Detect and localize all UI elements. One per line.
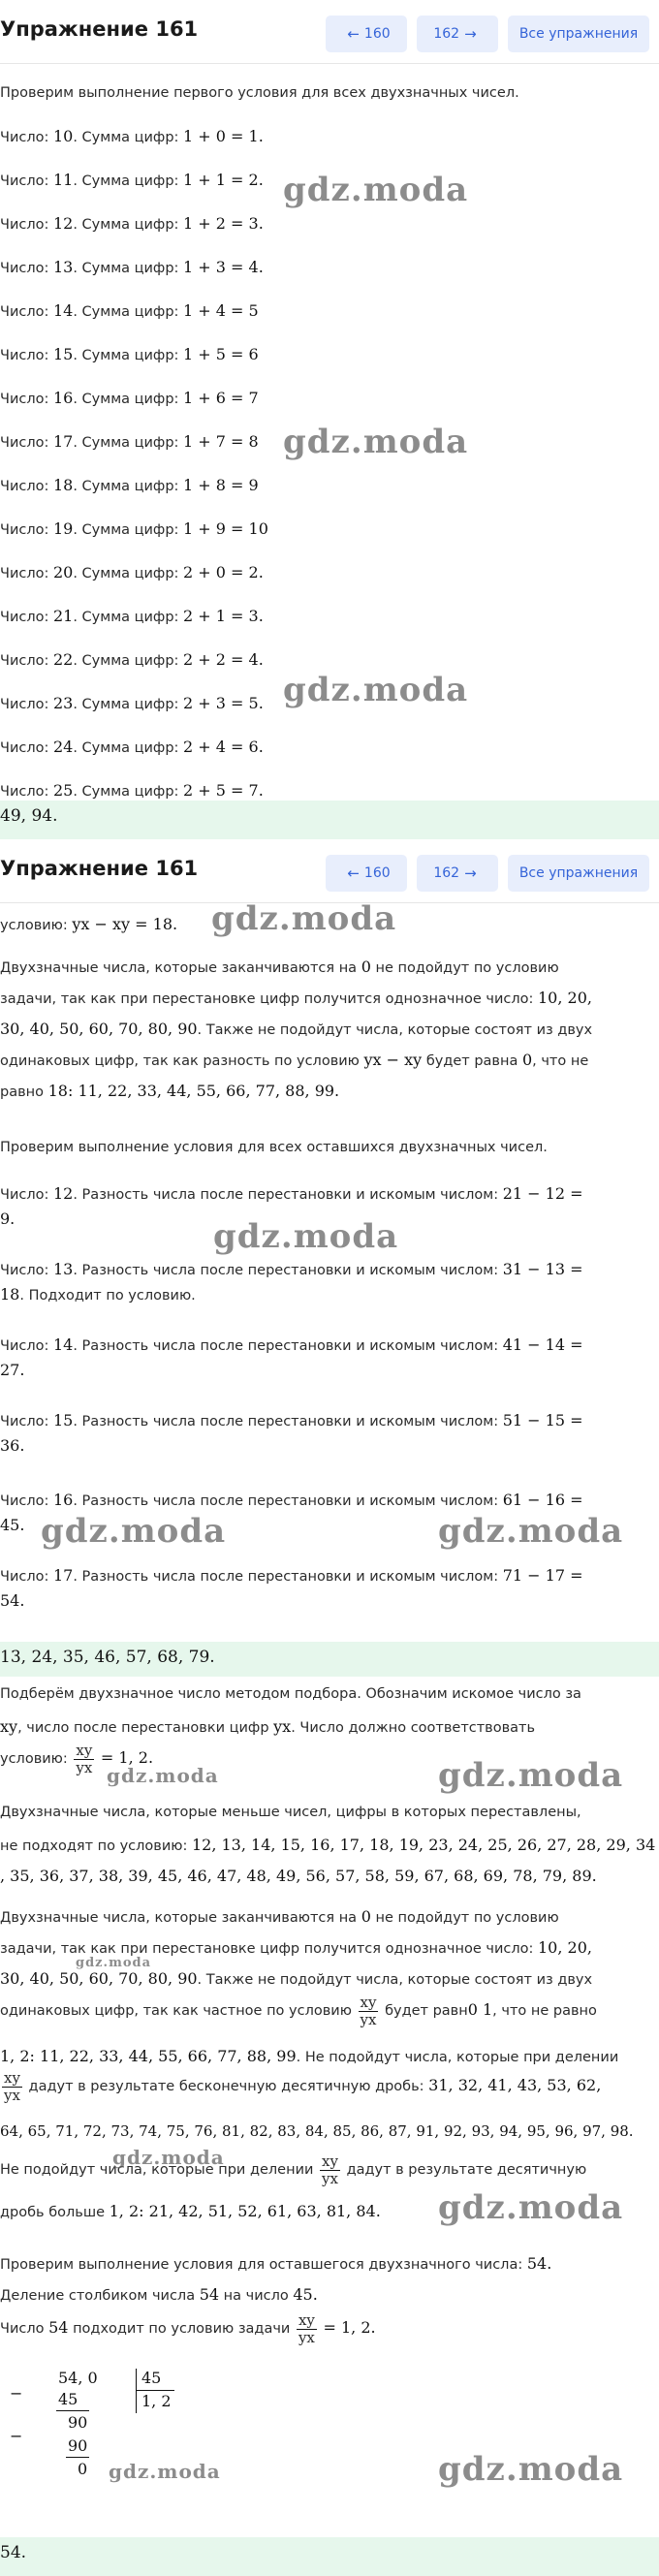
math-fragment: yx	[273, 1717, 292, 1736]
row-label: Число:	[0, 392, 49, 407]
minus-sign: −	[10, 2427, 23, 2445]
row-number: 17	[52, 1566, 74, 1585]
watermark: gdz.moda	[41, 1512, 227, 1551]
underline	[56, 2410, 89, 2411]
row-expression: 1 + 2 = 3.	[183, 214, 264, 233]
math-fragment: 45.	[293, 2285, 318, 2304]
row-expression: 2 + 5 = 7.	[183, 781, 264, 800]
difference-result	[0, 1516, 24, 1534]
row-number: 19	[52, 519, 74, 538]
row-label: Число:	[0, 1414, 49, 1429]
row-expression: 1 + 6 = 7	[183, 389, 259, 407]
fraction	[2, 2070, 22, 2103]
all-exercises-label: Все упражнения	[518, 865, 639, 881]
text-line	[0, 1907, 559, 1926]
fraction-numerator: xy	[298, 2311, 315, 2329]
difference-row	[0, 1260, 583, 1278]
fraction-denominator: yx	[322, 2169, 338, 2187]
answer-value: 54.	[0, 2543, 27, 2562]
text-fragment: . Также не подойдут числа, которые состоят из двух	[197, 1022, 593, 1038]
fraction	[297, 2312, 317, 2345]
text-fragment: условию:	[0, 918, 68, 933]
row-result: 36.	[0, 1436, 25, 1455]
row-text: . Разность числа после перестановки и искомым числом:	[73, 1263, 499, 1278]
row-expression: 71 − 17 =	[502, 1566, 583, 1585]
row-text: . Сумма цифр:	[73, 566, 179, 581]
text-line: Подберём двухзначное число методом подбора. Обозначим искомое число за	[0, 1686, 581, 1702]
row-result: 54.	[0, 1591, 25, 1610]
sum-row	[0, 519, 268, 538]
watermark: gdz.moda	[211, 899, 397, 938]
text-line	[0, 915, 177, 933]
row-label: Число:	[0, 740, 49, 756]
row-expression: 1 + 9 = 10	[183, 519, 268, 538]
row-text: . Сумма цифр:	[73, 304, 179, 320]
math-fragment: yx − xy	[363, 1051, 423, 1069]
prev-exercise-button[interactable]	[326, 16, 407, 52]
fraction-numerator: xy	[360, 1994, 377, 2011]
exercise-header	[0, 0, 659, 64]
fraction-numerator: xy	[4, 2069, 20, 2087]
sum-row	[0, 563, 264, 581]
watermark: gdz.moda	[438, 2450, 624, 2489]
text-fragment: . Не подойдут числа, которые при делении	[296, 2050, 619, 2065]
text-fragment: Не подойдут числа, которые при делении	[0, 2162, 314, 2178]
row-text: . Сумма цифр:	[73, 697, 179, 712]
minus-sign: −	[10, 2384, 23, 2403]
text-fragment: будет равн	[385, 2003, 468, 2019]
text-fragment: , что не	[532, 1053, 589, 1069]
all-exercises-button[interactable]	[508, 855, 649, 892]
row-number: 14	[52, 1335, 74, 1354]
watermark: gdz.moda	[213, 1217, 399, 1256]
row-number: 11	[52, 171, 74, 189]
text-fragment: , число после перестановки цифр	[17, 1720, 269, 1736]
text-line	[0, 2153, 586, 2186]
row-number: 22	[52, 650, 74, 669]
row-expression: 2 + 3 = 5.	[183, 694, 264, 712]
text-line	[0, 1938, 592, 1957]
answer-value: 49, 94.	[0, 806, 58, 826]
row-expression: 2 + 0 = 2.	[183, 563, 264, 581]
fraction-denominator: yx	[298, 2328, 315, 2346]
watermark: gdz.moda	[76, 1956, 152, 1970]
fraction-numerator: xy	[322, 2152, 338, 2170]
row-result: 27.	[0, 1361, 25, 1379]
math-fragment: 12, 13, 14, 15, 16, 17, 18, 19, 23, 24, 25, 26, 27, 28, 29, 34	[191, 1836, 656, 1854]
sum-row	[0, 432, 259, 451]
text-fragment: задачи, так как при перестановке цифр получится однозначное число:	[0, 991, 534, 1007]
text-line	[0, 1969, 592, 1988]
text-fragment: Двухзначные числа, которые заканчиваются на	[0, 960, 358, 976]
row-text: . Сумма цифр:	[73, 653, 179, 669]
row-expression: 51 − 15 =	[502, 1411, 583, 1429]
math-fragment: 0	[521, 1051, 533, 1069]
arrow-right-icon: →	[464, 864, 477, 882]
subtrahend: 45	[58, 2390, 78, 2408]
row-expression: 61 − 16 =	[502, 1491, 583, 1509]
text-fragment: Двухзначные числа, которые заканчиваются на	[0, 1910, 358, 1926]
math-fragment: 0	[361, 958, 371, 976]
text-fragment: . Также не подойдут числа, которые состоят из двух	[197, 1972, 593, 1988]
text-fragment: дадут в результате десятичную	[346, 2162, 587, 2178]
watermark: gdz.moda	[283, 423, 469, 461]
row-result: 9.	[0, 1209, 16, 1228]
row-label: Число:	[0, 1493, 49, 1509]
sum-row	[0, 389, 259, 407]
fraction	[74, 1743, 94, 1775]
row-text: . Сумма цифр:	[73, 130, 179, 145]
difference-result	[0, 1209, 15, 1228]
sum-row	[0, 607, 264, 625]
row-label: Число:	[0, 566, 49, 581]
row-expression: 21 − 12 =	[502, 1184, 583, 1203]
watermark: gdz.moda	[107, 1764, 219, 1787]
exercise-title: Упражнение 161	[0, 857, 199, 880]
text-line	[0, 1020, 592, 1038]
row-label: Число:	[0, 653, 49, 669]
text-line	[0, 989, 592, 1007]
text-fragment: Проверим выполнение условия для оставшегося двухзначного числа:	[0, 2257, 523, 2273]
row-number: 16	[52, 389, 74, 407]
text-line: Двухзначные числа, которые меньше чисел, цифры в которых переставлены,	[0, 1805, 581, 1820]
row-text: . Сумма цифр:	[73, 479, 179, 494]
row-number: 16	[52, 1491, 74, 1509]
division-bar	[136, 2369, 137, 2413]
text-fragment: на число	[223, 2288, 289, 2304]
difference-result	[0, 1591, 24, 1610]
row-label: Число:	[0, 435, 49, 451]
prev-exercise-label: 160	[363, 865, 391, 881]
row-number: 20	[52, 563, 74, 581]
difference-row	[0, 1566, 583, 1585]
math-fragment: 31, 32, 41, 43, 53, 62,	[428, 2076, 602, 2094]
watermark: gdz.moda	[112, 2146, 225, 2169]
row-text: . Сумма цифр:	[73, 740, 179, 756]
text-fragment: одинаковых цифр, так как частное по условию	[0, 2003, 352, 2019]
sum-row	[0, 171, 264, 189]
sum-row	[0, 694, 264, 712]
text-line	[0, 2285, 318, 2304]
text-line	[0, 2070, 601, 2103]
difference-result	[0, 1436, 24, 1455]
text-fragment: . Число должно соответствовать	[291, 1720, 536, 1736]
row-label: Число:	[0, 610, 49, 625]
all-exercises-button[interactable]	[508, 16, 649, 52]
dividend: 54, 0	[58, 2369, 98, 2387]
next-exercise-label: 162	[433, 865, 460, 881]
next-exercise-label: 162	[433, 26, 460, 42]
row-number: 13	[52, 258, 74, 276]
text-fragment: не подойдут по условию	[375, 1910, 559, 1926]
text-line	[0, 2254, 551, 2273]
math-fragment: xy	[0, 1717, 18, 1736]
paragraph: Проверим выполнение первого условия для всех двухзначных чисел.	[0, 85, 519, 101]
row-text: . Разность числа после перестановки и искомым числом:	[73, 1187, 499, 1203]
row-label: Число:	[0, 217, 49, 233]
row-text: . Разность числа после перестановки и искомым числом:	[73, 1569, 499, 1585]
text-fragment: одинаковых цифр, так как разность по условию	[0, 1053, 360, 1069]
row-label: Число:	[0, 1263, 49, 1278]
watermark: gdz.moda	[283, 671, 469, 709]
divisor-underline	[136, 2390, 174, 2391]
row-result: 45.	[0, 1516, 25, 1534]
text-fragment: условию:	[0, 1751, 68, 1767]
row-result-note: . Подходит по условию.	[19, 1288, 196, 1304]
sum-row	[0, 214, 264, 233]
text-fragment: задачи, так как при перестановке цифр получится однозначное число:	[0, 1941, 534, 1957]
math-line: 64, 65, 71, 72, 73, 74, 75, 76, 81, 82, 83, 84, 85, 86, 87, 91, 92, 93, 94, 95, 96, 97, 98.	[0, 2122, 634, 2140]
row-expression: 41 − 14 =	[502, 1335, 583, 1354]
text-fragment: Число	[0, 2321, 45, 2337]
row-text: . Сумма цифр:	[73, 173, 179, 189]
prev-exercise-button[interactable]	[326, 855, 407, 892]
row-number: 25	[52, 781, 74, 800]
row-label: Число:	[0, 261, 49, 276]
arrow-left-icon: ←	[347, 864, 360, 882]
row-number: 14	[52, 301, 74, 320]
sum-row	[0, 738, 264, 756]
row-text: . Разность числа после перестановки и искомым числом:	[73, 1493, 499, 1509]
remainder: 90	[68, 2413, 88, 2432]
text-fragment: , что не равно	[492, 2003, 597, 2019]
text-fragment: дадут в результате бесконечную десятичную дробь:	[28, 2079, 424, 2094]
row-text: . Разность числа после перестановки и искомым числом:	[73, 1338, 499, 1354]
text-line	[0, 2312, 376, 2345]
row-text: . Сумма цифр:	[73, 392, 179, 407]
difference-row	[0, 1411, 583, 1429]
row-label: Число:	[0, 348, 49, 363]
watermark: gdz.moda	[438, 1756, 624, 1795]
row-label: Число:	[0, 173, 49, 189]
row-expression: 1 + 1 = 2.	[183, 171, 264, 189]
divisor: 45	[141, 2369, 162, 2387]
row-label: Число:	[0, 130, 49, 145]
sum-row	[0, 650, 264, 669]
text-line	[0, 958, 559, 976]
text-fragment: Деление столбиком числа	[0, 2288, 196, 2304]
row-expression: 2 + 2 = 4.	[183, 650, 264, 669]
watermark: gdz.moda	[438, 1512, 624, 1551]
exercise-title: Упражнение 161	[0, 17, 199, 41]
next-exercise-button[interactable]	[417, 855, 498, 892]
text-fragment: будет равна	[425, 1053, 518, 1069]
row-text: . Разность числа после перестановки и искомым числом:	[73, 1414, 499, 1429]
difference-row	[0, 1184, 583, 1203]
math-fragment: 30, 40, 50, 60, 70, 80, 90	[0, 1020, 198, 1038]
row-expression: 2 + 1 = 3.	[183, 607, 264, 625]
row-expression: 31 − 13 =	[502, 1260, 583, 1278]
difference-result	[0, 1361, 24, 1379]
watermark: gdz.moda	[109, 2460, 221, 2483]
sum-row	[0, 127, 264, 145]
fraction-denominator: yx	[76, 1758, 93, 1776]
row-expression: 2 + 4 = 6.	[183, 738, 264, 756]
quotient: 1, 2	[141, 2392, 172, 2410]
row-text: . Сумма цифр:	[73, 435, 179, 451]
remainder: 0	[78, 2460, 88, 2478]
fraction-denominator: yx	[4, 2086, 20, 2104]
row-expression: 1 + 3 = 4.	[183, 258, 264, 276]
row-expression: 1 + 8 = 9	[183, 476, 259, 494]
math-fragment: 30, 40, 50, 60, 70, 80, 90	[0, 1969, 198, 1988]
row-text: . Сумма цифр:	[73, 784, 179, 800]
row-label: Число:	[0, 522, 49, 538]
row-label: Число:	[0, 1187, 49, 1203]
row-number: 15	[52, 345, 74, 363]
next-exercise-button[interactable]	[417, 16, 498, 52]
row-number: 17	[52, 432, 74, 451]
row-label: Число:	[0, 1569, 49, 1585]
answer-box	[0, 1642, 659, 1677]
text-line	[0, 1051, 588, 1069]
fraction-denominator: yx	[360, 2010, 377, 2028]
text-fragment: подходит по условию задачи	[73, 2321, 291, 2337]
row-number: 18	[52, 476, 74, 494]
row-text: . Сумма цифр:	[73, 610, 179, 625]
sum-row	[0, 258, 264, 276]
row-number: 12	[52, 1184, 74, 1203]
math-fragment: 54	[199, 2285, 220, 2304]
row-expression: 1 + 0 = 1.	[183, 127, 264, 145]
subtrahend: 90	[68, 2436, 88, 2455]
math-fragment: yx − xy = 18.	[72, 915, 178, 933]
sum-row	[0, 301, 259, 320]
sum-row	[0, 345, 259, 363]
math-fragment: 10, 20,	[537, 1938, 592, 1957]
watermark: gdz.moda	[438, 2188, 624, 2227]
row-expression: 1 + 5 = 6	[183, 345, 259, 363]
exercise-header	[0, 839, 659, 903]
math-line: , 35, 36, 37, 38, 39, 45, 46, 47, 48, 49, 56, 57, 58, 59, 67, 68, 69, 78, 79, 89.	[0, 1867, 597, 1885]
row-text: . Сумма цифр:	[73, 217, 179, 233]
row-label: Число:	[0, 1338, 49, 1354]
underline	[66, 2457, 89, 2458]
math-fragment: 1, 2: 11, 22, 33, 44, 55, 66, 77, 88, 99	[0, 2047, 297, 2065]
arrow-left-icon: ←	[347, 25, 360, 43]
row-number: 21	[52, 607, 74, 625]
fraction	[320, 2153, 340, 2186]
difference-row	[0, 1491, 583, 1509]
difference-result	[0, 1285, 196, 1304]
math-fragment: 0 1	[467, 2000, 493, 2019]
paragraph: Проверим выполнение условия для всех оставшихся двухзначных чисел.	[0, 1140, 548, 1155]
row-expression: 1 + 4 = 5	[183, 301, 259, 320]
row-label: Число:	[0, 697, 49, 712]
sum-row	[0, 476, 259, 494]
math-fragment: = 1, 2.	[100, 1748, 154, 1767]
math-fragment: 1, 2: 21, 42, 51, 52, 61, 63, 81, 84.	[109, 2202, 381, 2220]
arrow-right-icon: →	[464, 25, 477, 43]
math-fragment: 10, 20,	[537, 989, 592, 1007]
math-fragment: 18: 11, 22, 33, 44, 55, 66, 77, 88, 99.	[47, 1082, 340, 1100]
text-line	[0, 1717, 535, 1736]
math-fragment: 54.	[526, 2254, 552, 2273]
row-label: Число:	[0, 304, 49, 320]
row-number: 10	[52, 127, 74, 145]
text-line	[0, 2202, 381, 2220]
text-line	[0, 1836, 655, 1854]
answer-box	[0, 2537, 659, 2576]
row-label: Число:	[0, 479, 49, 494]
fraction-numerator: xy	[76, 1742, 93, 1759]
text-line	[0, 1995, 597, 2027]
prev-exercise-label: 160	[363, 26, 391, 42]
row-text: . Сумма цифр:	[73, 261, 179, 276]
text-fragment: дробь больше	[0, 2205, 106, 2220]
math-fragment: = 1, 2.	[323, 2318, 376, 2337]
all-exercises-label: Все упражнения	[518, 26, 639, 42]
math-fragment: 0	[361, 1907, 371, 1926]
row-number: 23	[52, 694, 74, 712]
row-number: 12	[52, 214, 74, 233]
text-line	[0, 2047, 618, 2065]
text-fragment: не подходят по условию:	[0, 1838, 188, 1854]
row-number: 15	[52, 1411, 74, 1429]
row-text: . Сумма цифр:	[73, 522, 179, 538]
watermark: gdz.moda	[283, 171, 469, 209]
text-fragment: не подойдут по условию	[375, 960, 559, 976]
math-fragment: 54	[48, 2318, 69, 2337]
row-result: 18	[0, 1285, 20, 1304]
row-number: 24	[52, 738, 74, 756]
row-number: 13	[52, 1260, 74, 1278]
fraction	[359, 1995, 379, 2027]
sum-row	[0, 781, 264, 800]
difference-row	[0, 1335, 583, 1354]
answer-box	[0, 801, 659, 839]
text-fragment: равно	[0, 1084, 44, 1100]
row-label: Число:	[0, 784, 49, 800]
row-text: . Сумма цифр:	[73, 348, 179, 363]
text-line	[0, 1082, 339, 1100]
row-expression: 1 + 7 = 8	[183, 432, 259, 451]
answer-value: 13, 24, 35, 46, 57, 68, 79.	[0, 1648, 215, 1667]
